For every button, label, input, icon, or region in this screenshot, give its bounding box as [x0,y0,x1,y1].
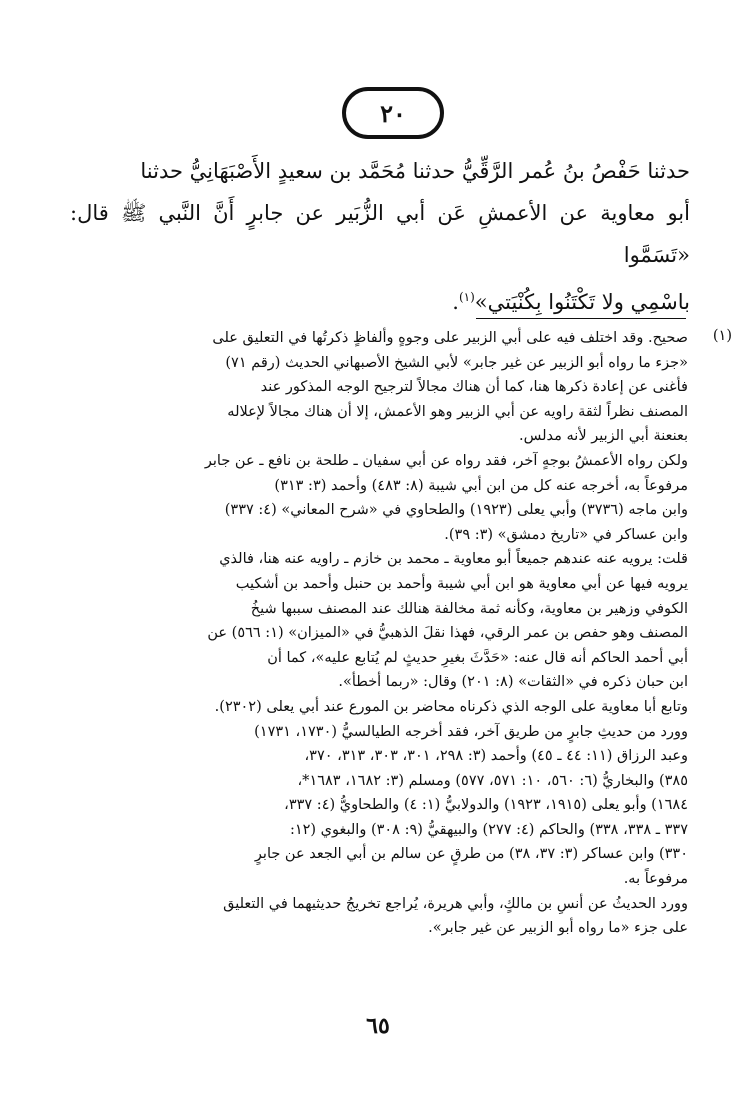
footnote-line: مرفوعاً به. [623,871,688,888]
page-number: ٦٥ [366,1013,390,1039]
footnote-line: صحيح. وقد اختلف فيه على أبي الزبير على وجوهٍ وألفاظٍ ذكرتُها في التعليق على [212,330,688,346]
hadith-number: ٢٠ [380,98,406,128]
hadith-line-last [70,276,690,323]
hadith-number-badge [342,87,444,139]
footnote-line: يرويه فيها عن أبي معاوية هو ابن أبي شيبة وأحمد بن حنبل وأحمد بن أشكيب [235,575,688,592]
footnote-line: الكوفي وزهير بن معاوية، وكأنه ثمة مخالفة هنالك عند المصنف سببها شيخُ [250,600,688,617]
footnote-line: وتابع أبا معاوية على الوجه الذي ذكرناه محاضر بن المورع عند أبي يعلى (٢٣٠٢). [214,698,688,715]
footnote-marker: (١) [712,328,732,344]
footnote-reference: (١) [458,290,475,304]
end-mark: . [452,290,459,314]
footnote-line: ١٦٨٤) وأبو يعلى (١٩١٥، ١٩٢٣) والدولابيُّ (١: ٤) والطحاويُّ (٤: ٣٣٧، [284,797,688,814]
footnote-line: قلت: يرويه عنه عندهم جميعاً أبو معاوية ـ محمد بن خازم ـ راويه عنه هنا، فالذي [219,551,688,568]
footnote-line: وورد الحديثُ عن أنسِ بن مالكٍ، وأبي هريرة، يُراجع تخريجُ حديثيهما في التعليق [223,895,688,912]
hadith-line: أبو معاوية عن الأعمشِ عَن أبي الزُّبَير عن جابرٍ أَنَّ النَّبي ﷺ قال: «تَسَمَّوا [70,201,690,267]
footnote-line: وورد من حديثِ جابرٍ من طريق آخر، فقد أخرجه الطيالسيُّ (١٧٣٠، ١٧٣١) [254,723,688,740]
footnotes [48,326,688,941]
hadith-text [70,150,690,323]
footnote-line: وابن ماجه (٣٧٣٦) وأبي يعلى (١٩٢٣) والطحاوي في «شرح المعاني» (٤: ٣٣٧) [224,502,688,519]
footnote-line: فأغنى عن إعادة ذكرها هنا، كما أن هناك مجالاً لترجيح الوجه المذكور عند [260,379,688,396]
footnote-line: وابن عساكر في «تاريخ دمشق» (٣: ٣٩). [444,526,688,543]
footnote-line: ولكن رواه الأعمشُ بوجهٍ آخر، فقد رواه عن أبي سفيان ـ طلحة بن نافع ـ عن جابر [204,452,688,469]
footnote-line: أبي أحمد الحاكم أنه قال عنه: «حَدَّثَ بغيرِ حديثٍ لم يُتابع عليه»، كما أن [267,649,688,666]
footnote-line: ٣٨٥) والبخاريُّ (٦: ٥٦٠، ١٠: ٥٧١، ٥٧٧) ومسلم (٣: ١٦٨٢، ١٦٨٣*، [297,772,688,789]
footnote-line: مرفوعاً به، أخرجه عنه كل من ابن أبي شيبة (٨: ٤٨٣) وأحمد (٣: ٣١٣) [274,477,688,494]
footnote-line: ابن حبان ذكره في «الثقات» (٨: ٢٠١) وقال: «ربما أخطأ». [338,674,688,691]
footnote-line: ٣٣٠) وابن عساكر (٣: ٣٧، ٣٨) من طرقٍ عن سالم بن أبي الجعد عن جابرٍ [254,846,688,863]
footnote-line: بعنعنة أبي الزبير لأنه مدلس. [519,428,688,445]
footnote-line: المصنف وهو حفص بن عمر الرقي، فهذا نقلَ الذهبيُّ في «الميزان» (١: ٥٦٦) عن [207,625,688,642]
footnote-line: وعبد الرزاق (١١: ٤٤ ـ ٤٥) وأحمد (٣: ٢٩٨، ٣٠١، ٣٠٣، ٣١٣، ٣٧٠، [304,748,688,765]
footnote-line: ٣٣٧ ـ ٣٣٨، ٣٣٨) والحاكم (٤: ٢٧٧) والبيهقيُّ (٩: ٣٠٨) والبغوي (١٢: [289,821,688,838]
footnote-line: «جزء ما رواه أبو الزبير عن غير جابر» لأبي الشيخ الأصبهاني الحديث (رقم ٧١) [225,354,688,371]
footnote-separator [476,318,686,319]
hadith-line: حدثنا حَفْصُ بنُ عُمر الرَّقِّيُّ حدثنا مُحَمَّد بن سعيدٍ الأَصْبَهَانِيُّ حدثنا [140,159,690,183]
hadith-line: باسْمِي ولا تَكْتَنُوا بِكُنْيَتي» [474,290,690,314]
footnote-line: على جزء «ما رواه أبو الزبير عن غير جابر». [428,920,688,937]
footnote-line: المصنف نظراً لثقة راويه عن أبي الزبير وهو الأعمش، إلا أن هناك مجالاً لإعلاله [227,403,688,420]
